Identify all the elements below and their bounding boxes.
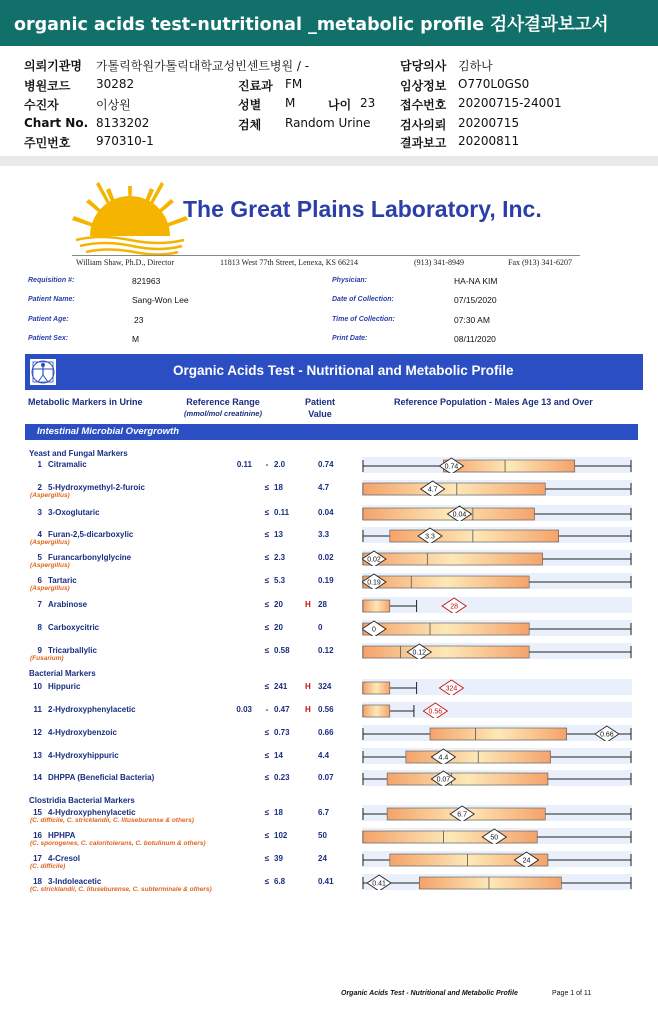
col-range-units: (mmol/mol creatinine) [184,409,262,418]
patient-marker-label: 0.56 [428,708,443,716]
reference-box [363,553,543,565]
marker-chart [362,679,632,695]
marker-name: 3-Oxoglutaric [48,508,100,517]
col-population: Reference Population - Males Age 13 and Over [394,397,593,407]
patient-value: 6.7 [318,808,330,817]
ref-separator: ≤ [264,553,270,562]
ref-high: 0.11 [274,508,290,517]
group-bacterial: Bacterial Markers [29,669,96,678]
patient-value: 0.04 [318,508,334,517]
requisition-value: 821963 [132,276,161,286]
marker-organism: (C. sporogenes, C. caloritolerans, C. botulinum & others) [30,840,206,847]
patient-sex-label: Patient Sex: [28,335,69,342]
field-patient-value: 이상원 [96,98,131,112]
table-row [0,770,658,792]
col-markers: Metabolic Markers in Urine [28,397,143,407]
ref-high: 2.3 [274,553,286,562]
marker-number: 18 [33,877,42,886]
field-department-value: FM [285,77,303,91]
marker-name: 4-Cresol [48,854,81,863]
section-header: Intestinal Microbial Overgrowth [25,424,638,440]
marker-name: Arabinose [48,600,88,609]
marker-chart [362,620,632,636]
col-range-title: Reference Range [186,397,260,407]
ref-high: 0.23 [274,773,290,782]
marker-name: Citramalic [48,460,87,469]
marker-name: 4-Hydroxyhippuric [48,751,119,760]
patient-value: 0.02 [318,553,334,562]
field-doctor-value: 김하나 [458,59,493,73]
marker-chart [362,480,632,496]
table-row [0,748,658,770]
chart-background [362,702,632,718]
marker-number: 1 [37,460,42,469]
table-row [0,805,658,827]
marker-chart [362,527,632,543]
ref-separator: ≤ [264,773,270,782]
marker-organism: (C. difficile) [30,863,66,870]
marker-name: Furan-2,5-dicarboxylic [48,530,134,539]
table-row [0,620,658,642]
ref-separator: ≤ [264,682,270,691]
field-sex: 성별 [238,98,262,112]
marker-number: 3 [37,508,42,517]
marker-chart [362,770,632,786]
field-patient: 수진자 [24,98,59,112]
ref-separator: ≤ [264,751,270,760]
patient-value: 24 [318,854,327,863]
marker-name: 5-Hydroxymethyl-2-furoic [48,483,145,492]
field-chart-no: Chart No. [24,116,89,130]
ref-separator: ≤ [264,508,270,517]
table-row [0,851,658,873]
print-date-label: Print Date: [332,335,368,342]
patient-value: 3.3 [318,530,330,539]
marker-number: 13 [33,751,42,760]
field-hospital-code-value: 30282 [96,77,135,91]
patient-marker-label: 0.04 [452,511,467,519]
ref-separator: ≤ [264,576,270,585]
table-row [0,643,658,665]
reference-box [363,705,390,717]
reference-box [363,483,545,495]
marker-organism: (Aspergillus) [30,585,70,592]
reference-box [363,831,537,843]
vitruvian-man-icon [29,358,57,386]
reference-box [363,623,529,635]
patient-value: 28 [318,600,327,609]
collection-date-label: Date of Collection: [332,296,394,303]
col-range [178,396,268,420]
physician-label: Physician: [332,277,368,284]
patient-marker-label: 50 [490,834,499,842]
high-flag: H [305,600,311,609]
marker-chart [362,702,632,718]
patient-name-label: Patient Name: [28,296,75,303]
patient-marker-label: 28 [450,603,459,611]
collection-time-value: 07:30 AM [454,315,490,325]
patient-name-value: Sang-Won Lee [132,295,189,305]
ref-separator: - [265,705,269,714]
ref-separator: ≤ [264,623,270,632]
print-date-value: 08/11/2020 [454,334,496,344]
marker-organism: (C. stricklandii, C. lituseburense, C. subterminale & others) [30,886,212,893]
report-title-bar [0,0,658,46]
patient-value: 4.7 [318,483,330,492]
patient-marker-label: 3.3 [425,533,435,541]
ref-high: 241 [274,682,288,691]
marker-name: Furancarbonylglycine [48,553,132,562]
patient-age-value: 23 [134,315,144,325]
marker-number: 17 [33,854,42,863]
reference-box [363,576,529,588]
patient-sex-value: M [132,334,140,344]
ref-high: 20 [274,600,283,609]
table-row [0,725,658,747]
banner-title: Organic Acids Test - Nutritional and Metabolic Profile [173,363,514,378]
patient-marker-label: 4.4 [438,754,449,762]
ref-high: 2.0 [274,460,286,469]
collection-time-label: Time of Collection: [332,316,395,323]
collection-date-value: 07/15/2020 [454,295,497,305]
high-flag: H [305,682,311,691]
field-report-date: 결과보고 [400,136,447,150]
report-banner [25,354,643,390]
marker-number: 8 [37,623,42,632]
ref-separator: ≤ [264,530,270,539]
field-institution: 의뢰기관명 [24,59,82,73]
ref-separator: ≤ [264,831,270,840]
patient-value: 0.56 [318,705,334,714]
ref-low: 0.11 [236,460,252,469]
marker-number: 4 [37,530,42,539]
table-row [0,874,658,896]
chart-background [362,597,632,613]
field-receipt-no-value: 20200715-24001 [458,96,562,110]
patient-marker-label: 6.7 [457,811,468,819]
marker-chart [362,597,632,613]
field-institution-value: 가톨릭학원가톨릭대학교성빈센트병원 / - [96,59,310,73]
field-chart-no-value: 8133202 [96,116,150,130]
ref-high: 6.8 [274,877,286,886]
patient-marker-label: 4.7 [427,486,438,494]
marker-name: 4-Hydroxybenzoic [48,728,117,737]
patient-marker-label: 324 [445,685,458,693]
ref-separator: ≤ [264,646,270,655]
marker-chart [362,550,632,566]
group-yeast: Yeast and Fungal Markers [29,449,128,458]
reference-box [430,728,567,740]
patient-marker-label: 0 [372,626,376,634]
field-sex-value: M [285,96,296,110]
table-row [0,457,658,479]
field-resident-no: 주민번호 [24,136,71,150]
table-row [0,505,658,527]
table-row [0,828,658,850]
reference-box [363,646,529,658]
high-flag: H [305,705,311,714]
patient-marker-label: 0.12 [412,649,427,657]
marker-number: 10 [33,682,42,691]
patient-marker-label: 0.41 [372,880,386,888]
table-row [0,679,658,701]
table-row [0,597,658,619]
ref-high: 102 [274,831,288,840]
ref-low: 0.03 [236,705,252,714]
field-request-date-value: 20200715 [458,116,520,130]
field-report-date-value: 20200811 [458,134,520,148]
reference-box [390,530,559,542]
patient-marker-label: 0.66 [600,731,614,739]
marker-organism: (Aspergillus) [30,539,70,546]
marker-name: 3-Indoleacetic [48,877,102,886]
ref-separator: ≤ [264,854,270,863]
ref-high: 14 [274,751,283,760]
lab-name: The Great Plains Laboratory, Inc. [183,196,542,222]
patient-marker-label: 0.07 [436,776,451,784]
field-doctor: 담당의사 [400,59,447,73]
patient-marker-label: 0.02 [367,556,381,564]
reference-box [387,773,548,785]
marker-number: 15 [33,808,42,817]
marker-number: 12 [33,728,42,737]
ref-high: 13 [274,530,283,539]
field-specimen-value: Random Urine [285,116,371,130]
marker-organism: (C. difficile, C. stricklandii, C. lituseburense & others) [30,817,194,824]
field-request-date: 검사의뢰 [400,118,447,132]
table-row [0,550,658,572]
marker-chart [362,748,632,764]
field-department: 진료과 [238,79,273,93]
marker-number: 5 [37,553,42,562]
marker-name: 2-Hydroxyphenylacetic [48,705,136,714]
patient-age-label: Patient Age: [28,316,69,323]
page-separator [0,156,658,166]
marker-chart [362,851,632,867]
marker-name: Hippuric [48,682,81,691]
sun-logo-icon [70,178,190,256]
patient-marker-label: 24 [522,857,531,865]
marker-name: Tricarballylic [48,646,97,655]
table-row [0,573,658,595]
lab-director: William Shaw, Ph.D., Director [76,258,175,267]
ref-separator: ≤ [264,808,270,817]
patient-value: 0.19 [318,576,334,585]
patient-value: 0.66 [318,728,334,737]
marker-name: Tartaric [48,576,77,585]
patient-value: 324 [318,682,332,691]
patient-marker-label: 0.74 [444,463,459,471]
patient-value: 0 [318,623,323,632]
table-row [0,480,658,502]
patient-value: 50 [318,831,327,840]
marker-number: 6 [37,576,42,585]
lab-fax: Fax (913) 341-6207 [508,258,572,267]
reference-box [363,682,390,694]
ref-high: 0.47 [274,705,290,714]
patient-value: 0.74 [318,460,334,469]
marker-chart [362,828,632,844]
reference-box [363,600,390,612]
marker-name: 4-Hydroxyphenylacetic [48,808,136,817]
patient-value: 4.4 [318,751,330,760]
marker-organism: (Aspergillus) [30,492,70,499]
field-clinical-info: 임상정보 [400,79,447,93]
lab-phone: (913) 341-8949 [414,258,464,267]
field-hospital-code: 병원코드 [24,79,71,93]
marker-number: 11 [33,705,42,714]
patient-value: 0.41 [318,877,334,886]
physician-value: HA-NA KIM [454,276,498,286]
patient-value: 0.12 [318,646,334,655]
marker-chart [362,643,632,659]
patient-marker-label: 0.19 [367,579,381,587]
field-specimen: 검체 [238,118,262,132]
marker-chart [362,805,632,821]
ref-high: 5.3 [274,576,286,585]
ref-separator: ≤ [264,877,270,886]
ref-high: 18 [274,808,283,817]
marker-number: 9 [37,646,42,655]
ref-high: 18 [274,483,283,492]
col-patient [298,396,342,420]
marker-organism: (Aspergillus) [30,562,70,569]
ref-high: 0.58 [274,646,290,655]
marker-name: HPHPA [48,831,76,840]
marker-name: Carboxycitric [48,623,100,632]
marker-number: 7 [37,600,42,609]
marker-chart [362,457,632,473]
footer-page: Page 1 of 11 [552,990,592,997]
ref-high: 0.73 [274,728,290,737]
field-age-value: 23 [360,96,376,110]
marker-number: 14 [33,773,42,782]
marker-organism: (Fusarium) [30,655,64,662]
ref-separator: ≤ [264,728,270,737]
divider [72,255,580,256]
table-row [0,702,658,724]
field-receipt-no: 접수번호 [400,98,447,112]
marker-number: 16 [33,831,42,840]
chart-background [362,679,632,695]
ref-high: 20 [274,623,283,632]
marker-chart [362,874,632,890]
requisition-label: Requisition #: [28,277,75,284]
ref-separator: ≤ [264,483,270,492]
ref-separator: ≤ [264,600,270,609]
report-title: organic acids test-nutritional _metabolic profile 검사결과보고서 [14,14,609,35]
footer-report-name: Organic Acids Test - Nutritional and Metabolic Profile [341,990,518,997]
field-clinical-info-value: O770L0GS0 [458,77,530,91]
table-row [0,527,658,549]
field-age: 나이 [328,98,352,112]
col-patient-title: Patient [304,397,335,407]
marker-chart [362,505,632,521]
marker-chart [362,573,632,589]
lab-address: 11813 West 77th Street, Lenexa, KS 66214 [220,258,359,267]
ref-high: 39 [274,854,283,863]
patient-value: 0.07 [318,773,334,782]
ref-separator: - [265,460,269,469]
group-clostridia: Clostridia Bacterial Markers [29,796,135,805]
field-resident-no-value: 970310-1 [96,134,154,148]
marker-chart [362,725,632,741]
marker-name: DHPPA (Beneficial Bacteria) [48,773,155,782]
marker-number: 2 [37,483,42,492]
reference-box [419,877,561,889]
col-patient-value: Value [308,409,332,419]
